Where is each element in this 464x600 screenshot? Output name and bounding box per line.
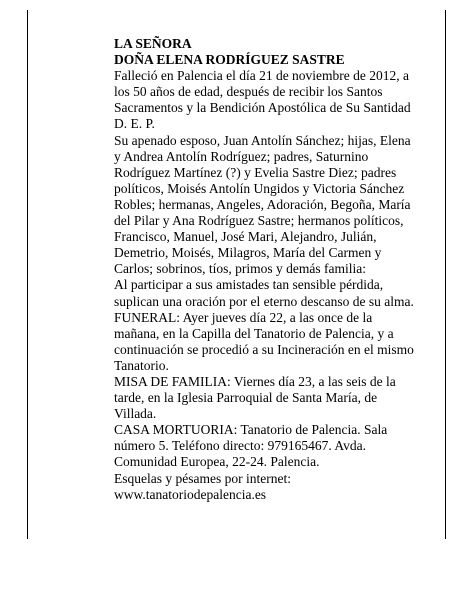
notice-text-line: número 5. Teléfono directo: 979165467. Avda.	[114, 438, 367, 454]
notice-text-line: Rodríguez Martínez (?) y Evelia Sastre Diez; padres	[114, 164, 397, 180]
obituary-notice	[114, 36, 442, 503]
notice-text-line: Esquelas y pésames por internet:	[114, 470, 291, 486]
notice-text-line: Demetrio, Moisés, Milagros, María del Carmen y	[114, 245, 382, 261]
notice-text-line: MISA DE FAMILIA: Viernes día 23, a las seis de la	[114, 373, 396, 389]
notice-text-line: Al participar a sus amistades tan sensible pérdida,	[114, 277, 384, 293]
deceased-name: DOÑA ELENA RODRÍGUEZ SASTRE	[114, 52, 345, 68]
notice-text-line: CASA MORTUORIA: Tanatorio de Palencia. Sala	[114, 422, 388, 438]
notice-text-line: y Andrea Antolín Rodríguez; padres, Saturnino	[114, 148, 369, 164]
notice-text-line: políticos, Moisés Antolín Ungidos y Victoria Sánchez	[114, 180, 405, 196]
notice-text-line: continuación se procedió a su Incineración en el mismo	[114, 341, 414, 357]
notice-text-line: los 50 años de edad, después de recibir los Santos	[114, 84, 383, 100]
notice-text-line: www.tanatoriodepalencia.es	[114, 486, 267, 502]
notice-text-line: Carlos; sobrinos, tíos, primos y demás familia:	[114, 261, 366, 277]
notice-text-line: suplican una oración por el eterno descanso de su alma.	[114, 293, 414, 309]
notice-text-line: Sacramentos y la Bendición Apostólica de Su Santidad	[114, 100, 411, 116]
notice-text-line: del Pilar y Ana Rodríguez Sastre; hermanos políticos,	[114, 213, 404, 229]
notice-text-line: Francisco, Manuel, José Mari, Alejandro, Julián,	[114, 229, 377, 245]
notice-body	[114, 68, 442, 503]
notice-text-line: FUNERAL: Ayer jueves día 22, a las once de la	[114, 309, 373, 325]
notice-text-line: Tanatorio.	[114, 357, 169, 373]
notice-text-line: Comunidad Europea, 22-24. Palencia.	[114, 454, 320, 470]
frame-border-left	[27, 10, 28, 539]
notice-text-line: Su apenado esposo, Juan Antolín Sánchez; hijas, Elena	[114, 132, 411, 148]
notice-text-line: Falleció en Palencia el día 21 de noviembre de 2012, a	[114, 68, 410, 84]
notice-title: LA SEÑORA	[114, 36, 192, 51]
notice-text-line: tarde, en la Iglesia Parroquial de Santa María, de	[114, 390, 378, 406]
notice-text-line: Villada.	[114, 406, 157, 422]
notice-text-line: D. E. P.	[114, 116, 155, 132]
notice-text-line: Robles; hermanas, Angeles, Adoración, Begoña, María	[114, 196, 411, 212]
frame-border-right	[445, 10, 446, 539]
notice-text-line: mañana, en la Capilla del Tanatorio de Palencia, y a	[114, 325, 394, 341]
